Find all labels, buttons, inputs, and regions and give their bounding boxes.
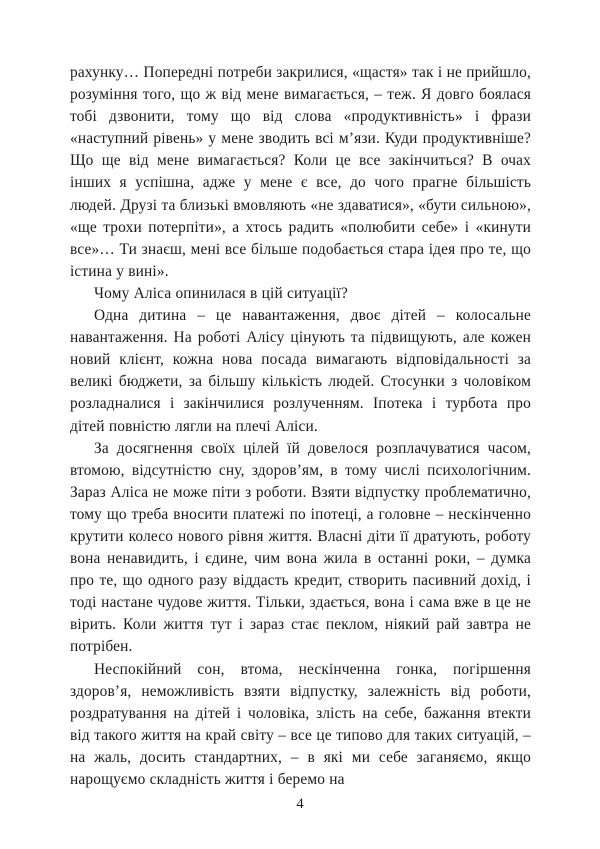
paragraph: Неспокійний сон, втома, нескінченна гонка, погіршення здоров’я, неможливість взяти відпустку, залежність від роботи, роздратування на дітей і чоловіка, злість на себе, бажання втекти від такого життя на край світу – все це типово для таких ситуацій, – на жаль, досить стандартних, – в які ми себе заганяємо, якщо нарощуємо складність життя і беремо на: [70, 660, 531, 788]
paragraph: рахунку… Попередні потреби закрилися, «щастя» так і не прийшло, розуміння того, що ж від мене вимагається, – теж. Я довго боялася тобі дзвонити, тому що від слова «продуктивність» і фрази «наступний рівень» у мене зводить всі м’язи. Куди продуктивніше? Що ще від мене вимагається? Коли це все закінчиться? В очах інших я успішна, адже у мене є все, до чого прагне більшість людей. Друзі та близькі вмовляють «не здаватися», «бути сильною», «ще трохи потерпіти», а хтось радить «полюбити себе» і «кинути все»… Ти знаєш, мені все більше подобається стара ідея про те, що істина у вині».: [70, 64, 531, 280]
paragraph: Одна дитина – це навантаження, двоє дітей – колосальне навантаження. На роботі Алісу цінують та підвищують, але кожен новий клієнт, кожна нова посада вимагають відповідальності за великі бюджети, за більшу кількість людей. Стосунки з чоловіком розладналися і закінчилися розлученням. Іпотека і турбота про дітей повністю лягли на плечі Аліси.: [70, 307, 531, 435]
body-text-column: [70, 62, 531, 791]
paragraph: За досягнення своїх цілей їй довелося розплачуватися часом, втомою, відсутністю сну, здоров’ям, в тому числі психологічним. Зараз Аліса не може піти з роботи. Взяти відпустку проблематично, тому що треба вносити платежі по іпотеці, а головне – нескінченно крутити колесо нового рівня життя. Власні діти її дратують, роботу вона ненавидить, і єдине, чим вона жила в останні роки, – думка про те, що одного разу віддасть кредит, створить пасивний дохід, і тоді настане чудове життя. Тільки, здається, вона і сама вже в це не вірить. Коли життя тут і зараз стає пеклом, ніякий рай завтра не потрібен.: [70, 439, 531, 656]
page-number: 4: [296, 796, 304, 812]
paragraph: Чому Аліса опинилася в цій ситуації?: [94, 284, 348, 302]
